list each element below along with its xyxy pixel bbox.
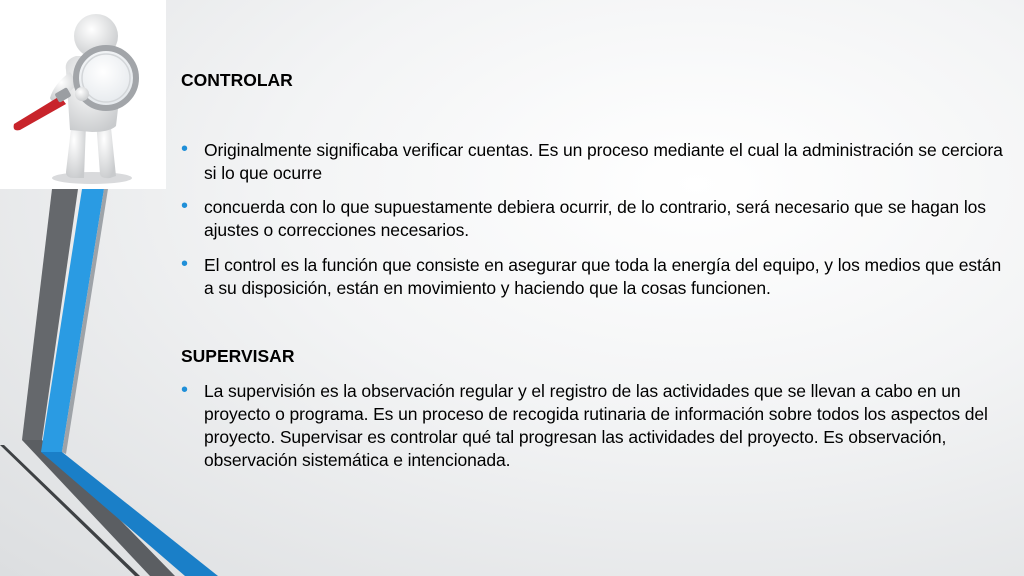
bullet-text: Originalmente significaba verificar cuentas. Es un proceso mediante el cual la administración se cerciora si lo que ocurre (204, 140, 1003, 183)
bullet-item (181, 254, 1011, 300)
bullet-text: La supervisión es la observación regular y el registro de las actividades que se llevan a cabo en un proyecto o programa. Es un proceso de recogida rutinaria de información sobre todos los aspectos del proyecto. Supervisar es controlar qué tal progresan las actividades del proyecto. Es observación, observación sistemática e intencionada. (204, 381, 988, 470)
magnifier-icon (0, 0, 166, 189)
bullet-icon: • (181, 138, 189, 160)
bullet-text: concuerda con lo que supuestamente debiera ocurrir, de lo contrario, será necesario que se hagan los ajustes o correcciones necesarios. (204, 197, 986, 240)
bullet-icon: • (181, 253, 189, 275)
bullet-icon: • (181, 379, 189, 401)
bullet-icon: • (181, 195, 189, 217)
bullet-item (181, 196, 1011, 242)
bullet-item (181, 139, 1011, 185)
heading-supervisar: SUPERVISAR (181, 346, 295, 366)
stripe-gray-lower (22, 440, 175, 576)
heading-controlar: CONTROLAR (181, 70, 293, 90)
bullet-text: El control es la función que consiste en asegurar que toda la energía del equipo, y los medios que están a su disposición, están en movimiento y haciendo que la cosas funcionen. (204, 255, 1002, 298)
magnifier-figure-illustration (0, 0, 166, 189)
bullet-item (181, 380, 1011, 472)
